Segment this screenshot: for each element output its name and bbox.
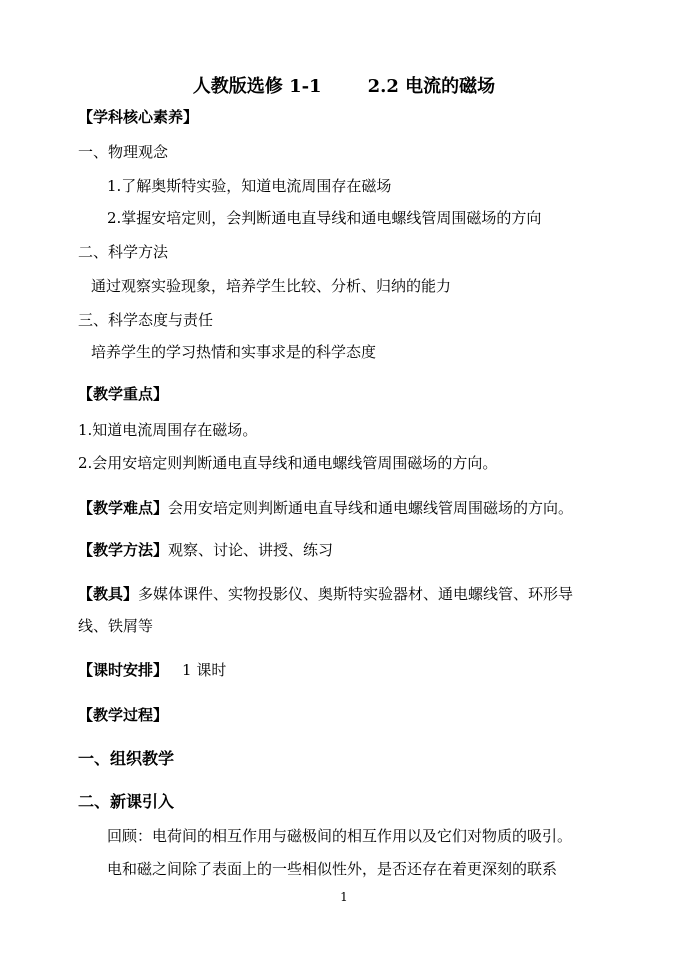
science-method-text: 通过观察实验现象，培养学生比较、分析、归纳的能力	[91, 277, 452, 295]
process-heading: 【教学过程】	[78, 706, 169, 724]
methods-label: 【教学方法】	[78, 541, 169, 559]
science-attitude-heading: 三、科学态度与责任	[78, 311, 214, 329]
tools-text-line2: 线、铁屑等	[78, 617, 154, 635]
section-two-paragraph-1: 回顾：电荷间的相互作用与磁极间的相互作用以及它们对物质的吸引。	[107, 827, 573, 845]
tools-label: 【教具】	[78, 585, 139, 603]
physics-concept-item-2: 2.掌握安培定则，会判断通电直导线和通电螺线管周围磁场的方向	[107, 209, 542, 227]
section-two-paragraph-2: 电和磁之间除了表面上的一些相似性外，是否还存在着更深刻的联系	[107, 860, 558, 878]
schedule-label: 【课时安排】	[78, 661, 169, 679]
title-edition: 人教版选修 1-1	[192, 76, 322, 97]
key-point-item-1: 1.知道电流周围存在磁场。	[78, 421, 258, 439]
key-point-item-2: 2.会用安培定则判断通电直导线和通电螺线管周围磁场的方向。	[78, 454, 498, 472]
science-method-heading: 二、科学方法	[78, 243, 169, 261]
science-attitude-text: 培养学生的学习热情和实事求是的科学态度	[91, 343, 377, 361]
physics-concept-item-1: 1.了解奥斯特实验，知道电流周围存在磁场	[107, 177, 392, 195]
tools-text-line1: 多媒体课件、实物投影仪、奥斯特实验器材、通电螺线管、环形导	[138, 585, 574, 603]
methods-row	[78, 540, 333, 560]
physics-concept-heading: 一、物理观念	[78, 143, 169, 161]
title-lesson: 2.2 电流的磁场	[367, 76, 496, 97]
key-points-heading: 【教学重点】	[78, 385, 169, 403]
schedule-row	[78, 660, 226, 680]
section-one-heading: 一、组织教学	[78, 749, 175, 768]
difficulty-label: 【教学难点】	[78, 499, 169, 517]
tools-row	[78, 584, 573, 604]
page-title	[0, 76, 688, 98]
core-literacy-heading: 【学科核心素养】	[78, 108, 199, 126]
difficulty-row	[78, 498, 573, 518]
methods-text: 观察、讨论、讲授、练习	[168, 541, 334, 559]
page-number: 1	[340, 890, 348, 904]
difficulty-text: 会用安培定则判断通电直导线和通电螺线管周围磁场的方向。	[168, 499, 574, 517]
section-two-heading: 二、新课引入	[78, 792, 175, 811]
schedule-text: 1 课时	[182, 661, 227, 679]
